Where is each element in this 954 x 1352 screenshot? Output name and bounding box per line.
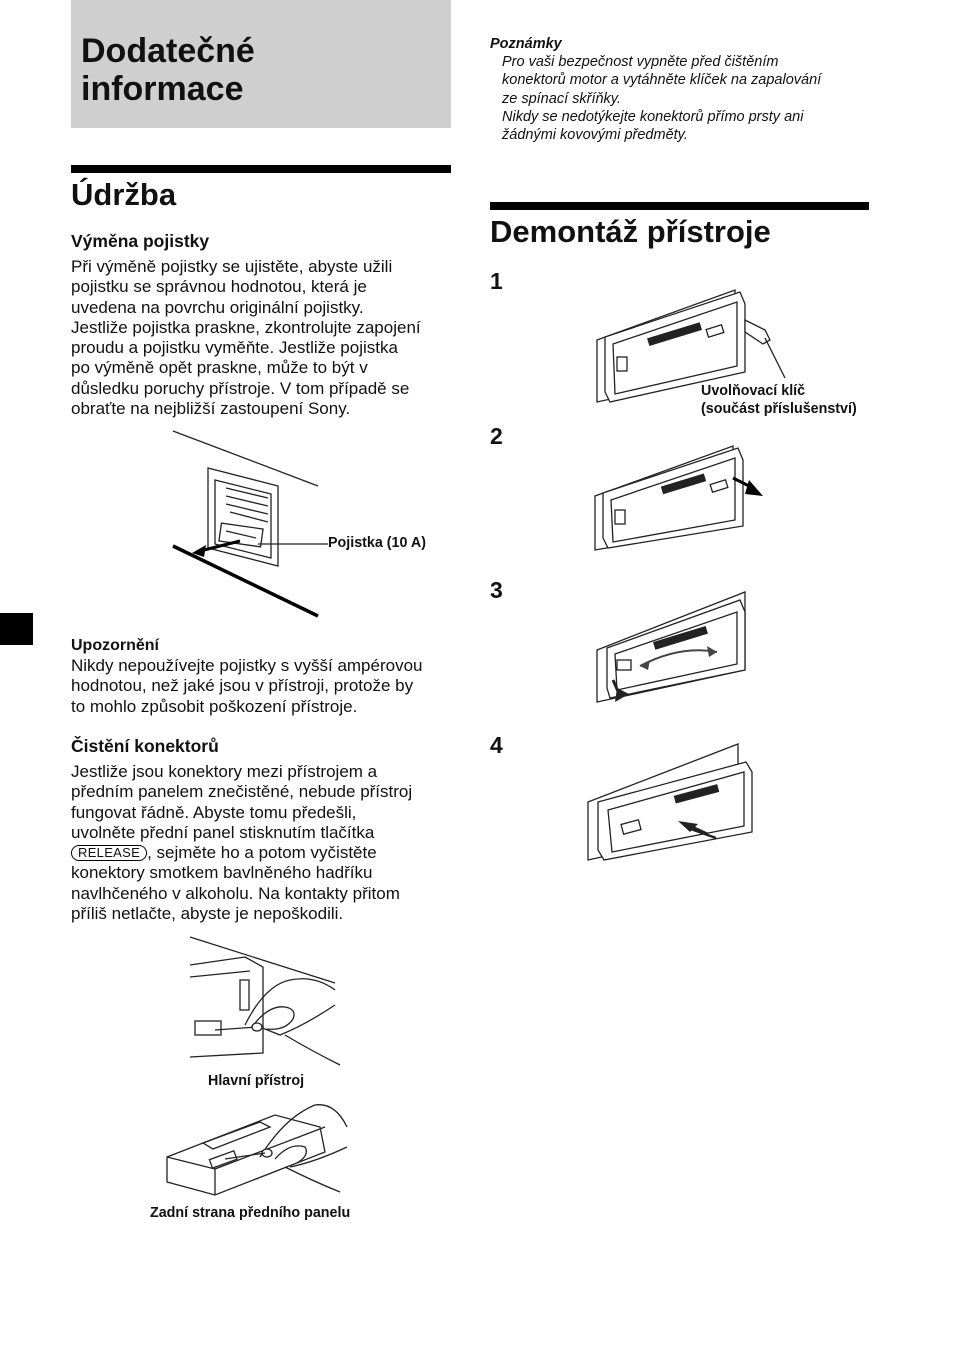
caution-line: hodnotou, než jaké jsou v přístroji, protože by xyxy=(71,676,414,696)
release-key-caption-line1: Uvolňovací klíč xyxy=(701,383,806,399)
release-key-caption xyxy=(701,382,857,418)
cleaning-heading: Čistění konektorů xyxy=(71,736,219,756)
step-number: 3 xyxy=(490,577,503,603)
release-key-symbol: RELEASE xyxy=(71,845,147,861)
notes-line: konektorů motor a vytáhněte klíček na zapalování xyxy=(502,72,822,89)
rear-panel-caption: Zadní strana předního panelu xyxy=(150,1205,351,1221)
cleaning-line: konektory smotkem bavlněného hadříku xyxy=(71,863,373,883)
step4-illustration xyxy=(586,742,766,862)
notes-heading: Poznámky xyxy=(490,36,562,52)
fuse-line: obraťte na nejbližší zastoupení Sony. xyxy=(71,399,351,419)
fuse-paragraph xyxy=(71,257,456,419)
fuse-line: uvedena na povrchu originální pojistky. xyxy=(71,297,364,317)
fuse-label: Pojistka (10 A) xyxy=(328,535,426,551)
section-title xyxy=(81,32,441,108)
section-title-line2: informace xyxy=(81,70,244,108)
notes-block xyxy=(490,35,910,144)
cleaning-line: navlhčeného v alkoholu. Na kontakty přitom xyxy=(71,883,400,903)
removal-title: Demontáž přístroje xyxy=(490,214,771,249)
caution-line: to mohlo způsobit poškození přístroje. xyxy=(71,696,358,716)
caution-paragraph xyxy=(71,656,456,717)
notes-line: Pro vaši bezpečnost vypněte před čištěním xyxy=(502,54,779,71)
notes-line: žádnými kovovými předměty. xyxy=(502,127,688,144)
fuse-line: po výměně opět praskne, může to být v xyxy=(71,358,368,378)
step2-illustration xyxy=(593,438,773,550)
fuse-line: proudu a pojistku vyměňte. Jestliže pojistka xyxy=(71,338,398,358)
cleaning-line: předním panelem znečistěné, nebude přístroj xyxy=(71,782,413,802)
cleaning-line: Jestliže jsou konektory mezi přístrojem a xyxy=(71,762,378,781)
cleaning-paragraph xyxy=(71,762,456,924)
step3-illustration xyxy=(595,590,755,706)
fuse-heading: Výměna pojistky xyxy=(71,231,210,251)
release-key-caption-line2: (součást příslušenství) xyxy=(701,401,857,417)
caution-line: Nikdy nepoužívejte pojistky s vyšší ampérovou xyxy=(71,656,423,675)
cleaning-line: příliš netlačte, abyste je nepoškodili. xyxy=(71,904,344,924)
notes-line: Nikdy se nedotýkejte konektorů přímo prsty ani xyxy=(502,108,804,125)
cleaning-release-line xyxy=(71,843,456,863)
main-unit-caption: Hlavní přístroj xyxy=(208,1073,305,1089)
step-number: 4 xyxy=(490,732,503,758)
cleaning-line: uvolněte přední panel stisknutím tlačítka xyxy=(71,822,375,842)
cleaning-release-suffix: , sejměte ho a potom vyčistěte xyxy=(147,843,377,863)
fuse-line: Jestliže pojistka praskne, zkontrolujte zapojení xyxy=(71,317,421,337)
cleaning-line: fungovat řádně. Abyste tomu předešli, xyxy=(71,802,357,822)
fuse-line: důsledku poruchy přístroje. V tom případě se xyxy=(71,378,410,398)
fuse-line: Při výměně pojistky se ujistěte, abyste užili xyxy=(71,257,393,276)
main-unit-cleaning-illustration xyxy=(185,935,345,1070)
fuse-line: pojistku se správnou hodnotou, která je xyxy=(71,277,367,297)
removal-rule xyxy=(490,202,869,210)
section-title-line1: Dodatečné xyxy=(81,32,255,70)
notes-line: ze spínací skříňky. xyxy=(502,90,621,107)
step-number: 2 xyxy=(490,423,503,449)
maintenance-title: Údržba xyxy=(71,177,177,212)
caution-heading: Upozornění xyxy=(71,637,159,654)
fuse-illustration xyxy=(168,428,328,620)
page-side-tab xyxy=(0,613,33,645)
step-number: 1 xyxy=(490,268,503,294)
rear-panel-cleaning-illustration xyxy=(165,1097,350,1197)
maintenance-rule xyxy=(71,165,451,173)
